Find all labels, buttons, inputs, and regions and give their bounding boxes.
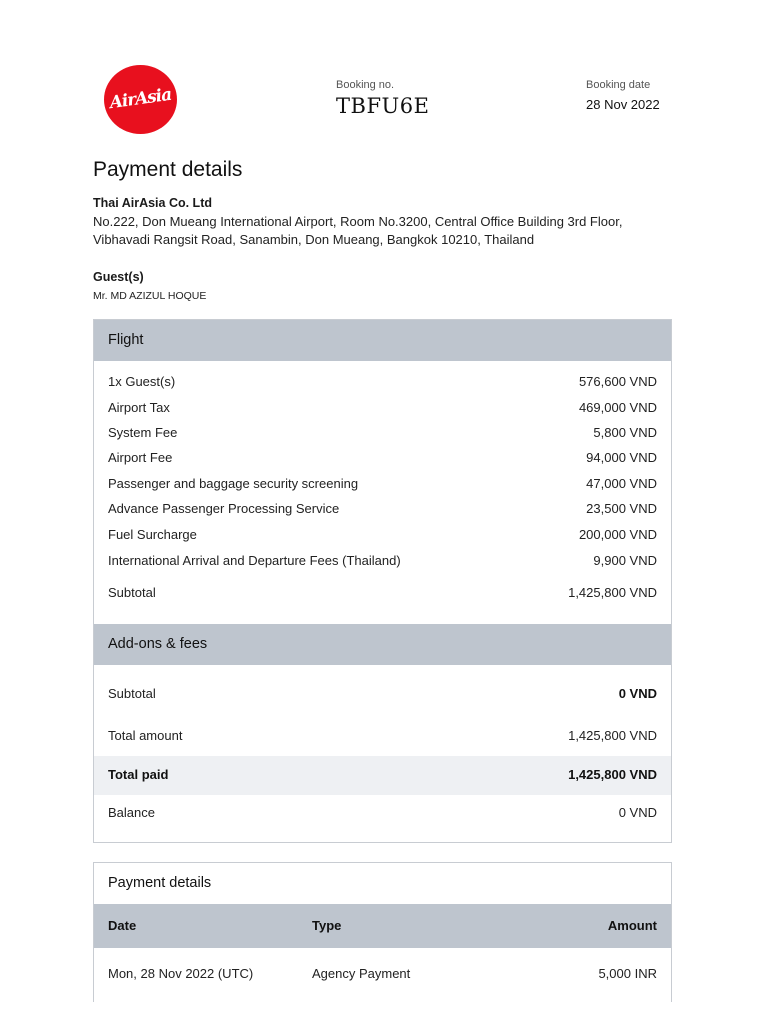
company-address: No.222, Don Mueang International Airport, Room No.3200, Central Office Building 3rd Floor, Vibhavadi Rangsit Road, Sanambin, Don Mueang, Bangkok 10210, Thailand: [93, 214, 623, 247]
addons-subtotal-label: Subtotal: [108, 686, 156, 701]
line-item: [108, 474, 657, 494]
total-paid-row: [108, 765, 657, 785]
line-item-amount: 5,800 VND: [593, 425, 657, 440]
line-item-amount: 94,000 VND: [586, 450, 657, 465]
addons-subtotal-amount: 0 VND: [618, 686, 657, 701]
line-item: [108, 448, 657, 468]
line-item-amount: 23,500 VND: [586, 501, 657, 516]
balance-value: 0 VND: [618, 805, 657, 820]
total-amount-label: Total amount: [108, 728, 183, 743]
line-item: [108, 423, 657, 443]
addons-section-header: [94, 624, 671, 665]
addons-subtotal-row: [108, 684, 657, 704]
flight-section-title: Flight: [108, 332, 144, 348]
line-item-amount: 9,900 VND: [593, 553, 657, 568]
line-item-label: Airport Tax: [108, 400, 170, 415]
total-amount-row: [108, 726, 657, 746]
line-item-label: Fuel Surcharge: [108, 527, 197, 542]
column-type: Type: [312, 918, 342, 933]
balance-row: [108, 803, 657, 823]
line-item-label: Advance Passenger Processing Service: [108, 501, 340, 516]
payment-amount: 5,000 INR: [598, 966, 657, 981]
total-amount-value: 1,425,800 VND: [568, 728, 657, 743]
booking-date-label: Booking date: [586, 79, 651, 91]
total-paid-label: Total paid: [108, 767, 169, 782]
page-title: Payment details: [93, 158, 243, 181]
total-paid-value: 1,425,800 VND: [568, 767, 657, 782]
column-amount: Amount: [607, 918, 657, 933]
line-item-label: International Arrival and Departure Fees (Thailand): [108, 553, 401, 568]
flight-subtotal-row: [108, 583, 657, 603]
payment-type: Agency Payment: [312, 966, 411, 981]
line-item-label: 1x Guest(s): [108, 374, 176, 389]
fare-breakdown: [93, 319, 672, 843]
flight-subtotal-label: Subtotal: [108, 585, 156, 600]
flight-section-header: [94, 320, 671, 361]
airasia-logo: [104, 65, 177, 134]
line-item-label: Airport Fee: [108, 450, 173, 465]
line-item-label: System Fee: [108, 425, 178, 440]
company-name: Thai AirAsia Co. Ltd: [93, 196, 212, 210]
payment-table: [93, 862, 672, 1002]
payment-table-header: [94, 904, 671, 948]
booking-no-label: Booking no.: [336, 79, 395, 91]
flight-subtotal-amount: 1,425,800 VND: [568, 585, 657, 600]
line-item-amount: 47,000 VND: [586, 476, 657, 491]
line-item: [108, 551, 657, 571]
line-item-amount: 200,000 VND: [578, 527, 657, 542]
payment-date: Mon, 28 Nov 2022 (UTC): [108, 966, 254, 981]
line-item-label: Passenger and baggage security screening: [108, 476, 359, 491]
guests-label: Guest(s): [93, 270, 144, 284]
addons-section-title: Add-ons & fees: [108, 636, 208, 652]
booking-no: TBFU6E: [336, 94, 430, 118]
line-item-amount: 576,600 VND: [578, 374, 657, 389]
logo-text: AirAsia: [108, 84, 173, 114]
column-date: Date: [108, 918, 137, 933]
line-item: [108, 398, 657, 418]
line-item: [108, 525, 657, 545]
line-item: [108, 372, 657, 392]
line-item: [108, 499, 657, 519]
line-item-amount: 469,000 VND: [578, 400, 657, 415]
payment-table-title: Payment details: [108, 875, 212, 891]
balance-label: Balance: [108, 805, 155, 820]
booking-date: 28 Nov 2022: [586, 97, 660, 112]
guest-name: Mr. MD AZIZUL HOQUE: [93, 290, 207, 302]
